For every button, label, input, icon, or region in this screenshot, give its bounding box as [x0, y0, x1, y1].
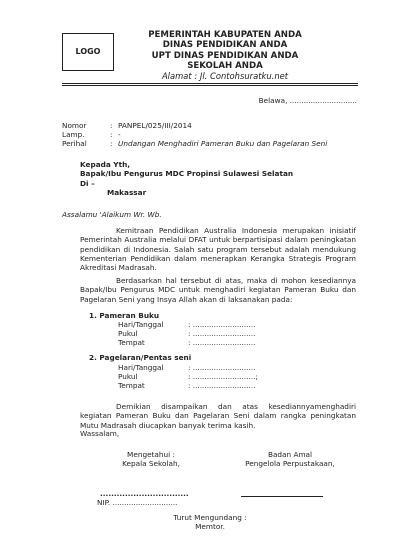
recipient-di: Di – — [80, 178, 95, 188]
recipient-name: Bapak/Ibu Pengurus MDC Propinsi Sulawesi Selatan — [80, 169, 294, 179]
letterhead-rule-top — [62, 83, 358, 84]
event-1-field-time — [118, 329, 255, 338]
paragraph-1: Kemitraan Pendidikan Australia Indonesia merupakan inisiatif Pemerintah Australia melalui DFAT untuk berpartisipasi dalam peningkatan pendidikan di Indonesia. Salah satu program tersebut adalah mendukung Kementerian Pendidikan dalam menerapkan Kerangka Strategis Program Akreditasi Madrasah. — [80, 226, 356, 273]
event-1-time-value: : ........................... — [188, 329, 256, 338]
meta-perihal-value: Undangan Menghadiri Pameran Buku dan Pagelaran Seni — [118, 139, 328, 148]
event-1-date-label: Hari/Tanggal — [118, 320, 164, 329]
meta-lamp-value: - — [118, 130, 121, 139]
event-1-field-date — [118, 320, 255, 329]
letterhead-line-2: DINAS PENDIDIKAN ANDA — [162, 40, 288, 51]
signature-left-name: ................................ — [100, 489, 189, 498]
event-2-date-label: Hari/Tanggal — [118, 363, 164, 372]
logo-placeholder — [62, 33, 114, 71]
event-2-field-time — [118, 372, 258, 381]
signature-right — [230, 450, 350, 469]
meta-nomor-label: Nomor — [62, 121, 87, 130]
event-2-title: 2. Pagelaran/Pentas seni — [89, 353, 192, 362]
event-2-time-value: : ...........................; — [188, 372, 258, 381]
wassalam: Wassalam, — [80, 429, 120, 438]
closing-paragraph: Demikian disampaikan dan atas kesediannyamenghadiri kegiatan Pameran Buku dan Pagelaran Seni dalam rangka peningkatan Mutu Madrasah diucapkan banyak terima kasih. — [80, 402, 356, 430]
event-1-field-place — [118, 338, 255, 347]
meta-lamp-sep: : — [110, 130, 113, 139]
signature-right-line1: Badan Amal — [267, 450, 313, 459]
signature-left-line1: Mengetahui : — [127, 450, 175, 459]
inviter-line2: Memtor. — [195, 522, 225, 532]
inviter-block — [140, 513, 280, 532]
place-date: Belawa, ............................. — [258, 96, 357, 105]
letterhead-rule-bottom — [62, 85, 358, 86]
meta-lamp — [62, 130, 121, 139]
meta-nomor-sep: : — [110, 121, 113, 130]
letterhead-line-4: SEKOLAH ANDA — [187, 60, 263, 71]
event-2-place-value: : ........................... — [188, 381, 256, 390]
event-2-date-value: : ........................... — [188, 363, 256, 372]
recipient-block — [80, 160, 293, 198]
event-2-time-label: Pukul — [118, 372, 138, 381]
signature-right-line2: Pengelola Perpustakaan, — [245, 459, 335, 469]
event-2-place-label: Tempat — [118, 381, 145, 390]
paragraph-2: Berdasarkan hal tersebut di atas, maka di mohon kesediannya Bapak/Ibu Pengurus MDC untuk menghadiri kegiatan Pameran Buku dan Pagelaran Seni yang Insya Allah akan di laksanakan pada: — [80, 276, 356, 304]
greeting: Assalamu 'Alaikum Wr. Wb. — [62, 210, 162, 219]
meta-perihal — [62, 139, 327, 148]
event-1-place-label: Tempat — [118, 338, 145, 347]
meta-perihal-sep: : — [110, 139, 113, 148]
letterhead — [125, 30, 325, 81]
logo-text: LOGO — [75, 47, 101, 56]
meta-lamp-label: Lamp. — [62, 130, 85, 139]
event-1-title: 1. Pameran Buku — [89, 311, 160, 320]
letterhead-address: Alamat : Jl. Contohsuratku.net — [161, 71, 289, 82]
event-1-date-value: : ........................... — [188, 320, 256, 329]
signature-left-line2: Kepala Sekolah, — [122, 459, 180, 469]
letterhead-line-1: PEMERINTAH KABUPATEN ANDA — [148, 30, 302, 40]
letterhead-line-3: UPT DINAS PENDIDIKAN ANDA — [151, 50, 299, 61]
event-2-field-date — [118, 363, 255, 372]
event-1-place-value: : ........................... — [188, 338, 256, 347]
event-1-time-label: Pukul — [118, 329, 138, 338]
inviter-line1: Turut Mengundang : — [173, 513, 247, 522]
signature-left — [96, 450, 206, 469]
signature-right-line — [241, 496, 323, 497]
recipient-city: Makassar — [107, 188, 147, 198]
signature-left-nip: NIP. ............................ — [97, 498, 178, 507]
meta-perihal-label: Perihal — [62, 139, 87, 148]
recipient-salutation: Kepada Yth, — [80, 160, 131, 169]
event-2-field-place — [118, 381, 255, 390]
meta-nomor — [62, 121, 192, 130]
meta-nomor-value: PANPEL/025/III/2014 — [118, 121, 192, 130]
